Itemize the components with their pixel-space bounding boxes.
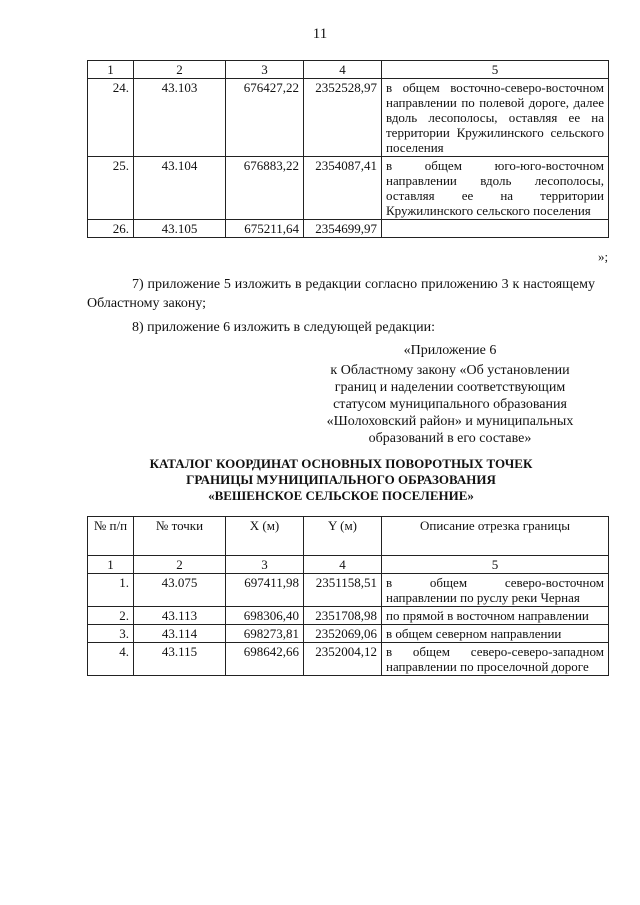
column-number: 1 — [88, 556, 134, 574]
catalog-table — [87, 516, 609, 676]
col-title-description: Описание отрезка границы — [382, 517, 609, 556]
x-coordinate: 676883,22 — [226, 157, 304, 220]
x-coordinate: 697411,98 — [226, 574, 304, 607]
page-number: 11 — [312, 26, 328, 42]
y-coordinate: 2351708,98 — [304, 607, 382, 625]
point-id: 43.113 — [134, 607, 226, 625]
column-number-row — [88, 556, 609, 574]
table-row — [88, 220, 609, 238]
table-closing-quote: »; — [598, 249, 609, 264]
col-title-point: № точки — [134, 517, 226, 556]
x-coordinate: 675211,64 — [226, 220, 304, 238]
continuation-table — [87, 60, 609, 238]
paragraph-8: 8) приложение 6 изложить в следующей редакции: — [132, 320, 435, 335]
column-number: 2 — [134, 556, 226, 574]
header-cell: 4 — [304, 61, 382, 79]
table-row — [88, 79, 609, 157]
segment-description: в общем восточно-северо-восточном направлении по полевой дороге, далее вдоль лесополосы, оставляя ее на территории Кружилинского сельского поселения — [382, 79, 609, 157]
row-number: 2. — [88, 607, 134, 625]
row-number: 25. — [88, 157, 134, 220]
catalog-title-line: «ВЕШЕНСКОЕ СЕЛЬСКОЕ ПОСЕЛЕНИЕ» — [208, 488, 474, 503]
catalog-title — [87, 456, 595, 504]
catalog-title-line: ГРАНИЦЫ МУНИЦИПАЛЬНОГО ОБРАЗОВАНИЯ — [186, 472, 496, 487]
column-number: 4 — [304, 556, 382, 574]
table-row — [88, 607, 609, 625]
column-number: 5 — [382, 556, 609, 574]
point-id: 43.105 — [134, 220, 226, 238]
segment-description: в общем северо-северо-западном направлении по проселочной дороге — [382, 643, 609, 676]
header-cell: 5 — [382, 61, 609, 79]
y-coordinate: 2352069,06 — [304, 625, 382, 643]
header-cell: 3 — [226, 61, 304, 79]
table-row — [88, 625, 609, 643]
row-number: 1. — [88, 574, 134, 607]
y-coordinate: 2354699,97 — [304, 220, 382, 238]
paragraph-7: 7) приложение 5 изложить в редакции согласно приложению 3 к настоящему Областному закону; — [87, 277, 595, 311]
table-row — [88, 643, 609, 676]
y-coordinate: 2351158,51 — [304, 574, 382, 607]
point-id: 43.115 — [134, 643, 226, 676]
catalog-title-line: КАТАЛОГ КООРДИНАТ ОСНОВНЫХ ПОВОРОТНЫХ ТОЧЕК — [149, 456, 533, 471]
x-coordinate: 676427,22 — [226, 79, 304, 157]
point-id: 43.104 — [134, 157, 226, 220]
table-header-row — [88, 61, 609, 79]
appendix-title: «Приложение 6 — [403, 343, 497, 358]
row-number: 24. — [88, 79, 134, 157]
segment-description: в общем юго-юго-восточном направлении вдоль лесополосы, оставляя ее на территории Кружилинского сельского поселения — [382, 157, 609, 220]
x-coordinate: 698642,66 — [226, 643, 304, 676]
segment-description: в общем северо-восточном направлении по руслу реки Черная — [382, 574, 609, 607]
y-coordinate: 2352004,12 — [304, 643, 382, 676]
segment-description: в общем северном направлении — [382, 625, 609, 643]
row-number: 26. — [88, 220, 134, 238]
x-coordinate: 698306,40 — [226, 607, 304, 625]
y-coordinate: 2352528,97 — [304, 79, 382, 157]
row-number: 3. — [88, 625, 134, 643]
x-coordinate: 698273,81 — [226, 625, 304, 643]
col-title-number: № п/п — [88, 517, 134, 556]
y-coordinate: 2354087,41 — [304, 157, 382, 220]
table-row — [88, 157, 609, 220]
table-row — [88, 574, 609, 607]
header-cell: 1 — [88, 61, 134, 79]
segment-description: по прямой в восточном направлении — [382, 607, 609, 625]
header-cell: 2 — [134, 61, 226, 79]
point-id: 43.075 — [134, 574, 226, 607]
col-title-x: X (м) — [226, 517, 304, 556]
row-number: 4. — [88, 643, 134, 676]
col-title-y: Y (м) — [304, 517, 382, 556]
point-id: 43.114 — [134, 625, 226, 643]
column-number: 3 — [226, 556, 304, 574]
appendix-body: к Областному закону «Об установлении границ и наделении соответствующим статусом муниципального образования «Шолоховский район» и муниципальных образований в его составе» — [326, 363, 574, 446]
segment-description — [382, 220, 609, 238]
column-title-row — [88, 517, 609, 556]
point-id: 43.103 — [134, 79, 226, 157]
